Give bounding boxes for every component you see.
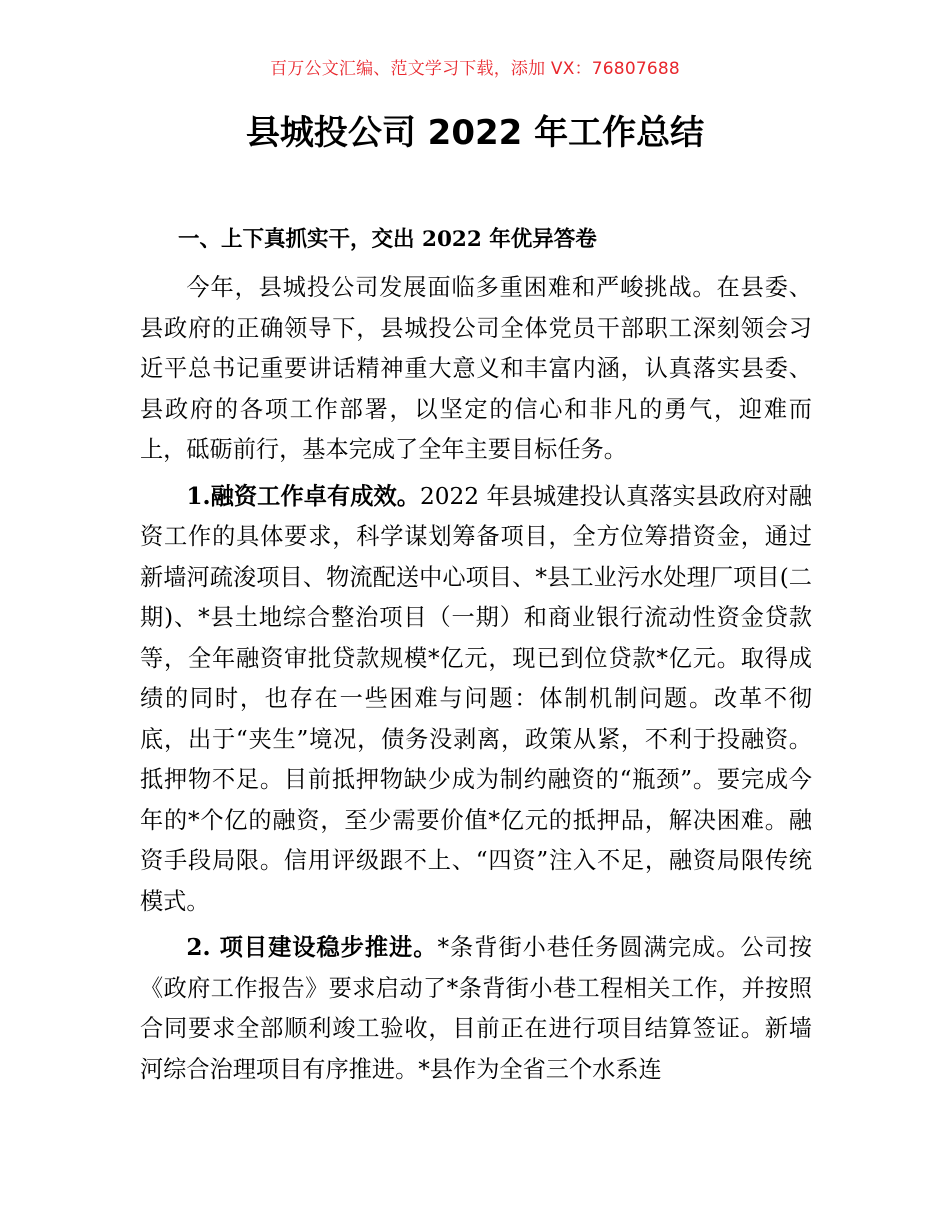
item1-lead: 1.融资工作卓有成效。 xyxy=(186,482,420,510)
watermark-header: 百万公文汇编、范文学习下载，添加 VX：76807688 xyxy=(270,59,680,79)
document-body xyxy=(140,224,812,1096)
section-heading: 一、上下真抓实干，交出 2022 年优异答卷 xyxy=(178,227,597,252)
item1-text: 2022 年县城建投认真落实县政府对融资工作的具体要求，科学谋划筹备项目，全方位筹措资金，通过新墙河疏浚项目、物流配送中心项目、*县工业污水处理厂项目(二期)、*县土地综合整治项目（一期）和商业银行流动性资金贷款等，全年融资审批贷款规模*亿元，现已到位贷款*亿元。取得成绩的同时，也存在一些困难与问题：体制机制问题。改革不彻底，出于“夹生”境况，债务没剥离，政策从紧，不利于投融资。抵押物不足。目前抵押物缺少成为制约融资的“瓶颈”。要完成今年的*个亿的融资，至少需要价值*亿元的抵押品，解决困难。融资手段局限。信用评级跟不上、“四资”注入不足，融资局限传统模式。 xyxy=(140,482,812,915)
item2-paragraph xyxy=(140,928,812,1090)
item1-paragraph xyxy=(140,477,812,923)
intro-paragraph: 今年，县城投公司发展面临多重困难和严峻挑战。在县委、县政府的正确领导下，县城投公司全体党员干部职工深刻领会习近平总书记重要讲话精神重大意义和丰富内涵，认真落实县委、县政府的各项工作部署，以坚定的信心和非凡的勇气，迎难而上，砥砺前行，基本完成了全年主要目标任务。 xyxy=(140,274,812,463)
item2-lead: 2. 项目建设稳步推进。 xyxy=(186,934,438,961)
document-title: 县城投公司 2022 年工作总结 xyxy=(245,113,705,153)
item2-text: *条背街小巷任务圆满完成。公司按《政府工作报告》要求启动了*条背街小巷工程相关工作，并按照合同要求全部顺利竣工验收，目前正在进行项目结算签证。新墙河综合治理项目有序推进。*县作为全省三个水系连 xyxy=(140,934,812,1083)
